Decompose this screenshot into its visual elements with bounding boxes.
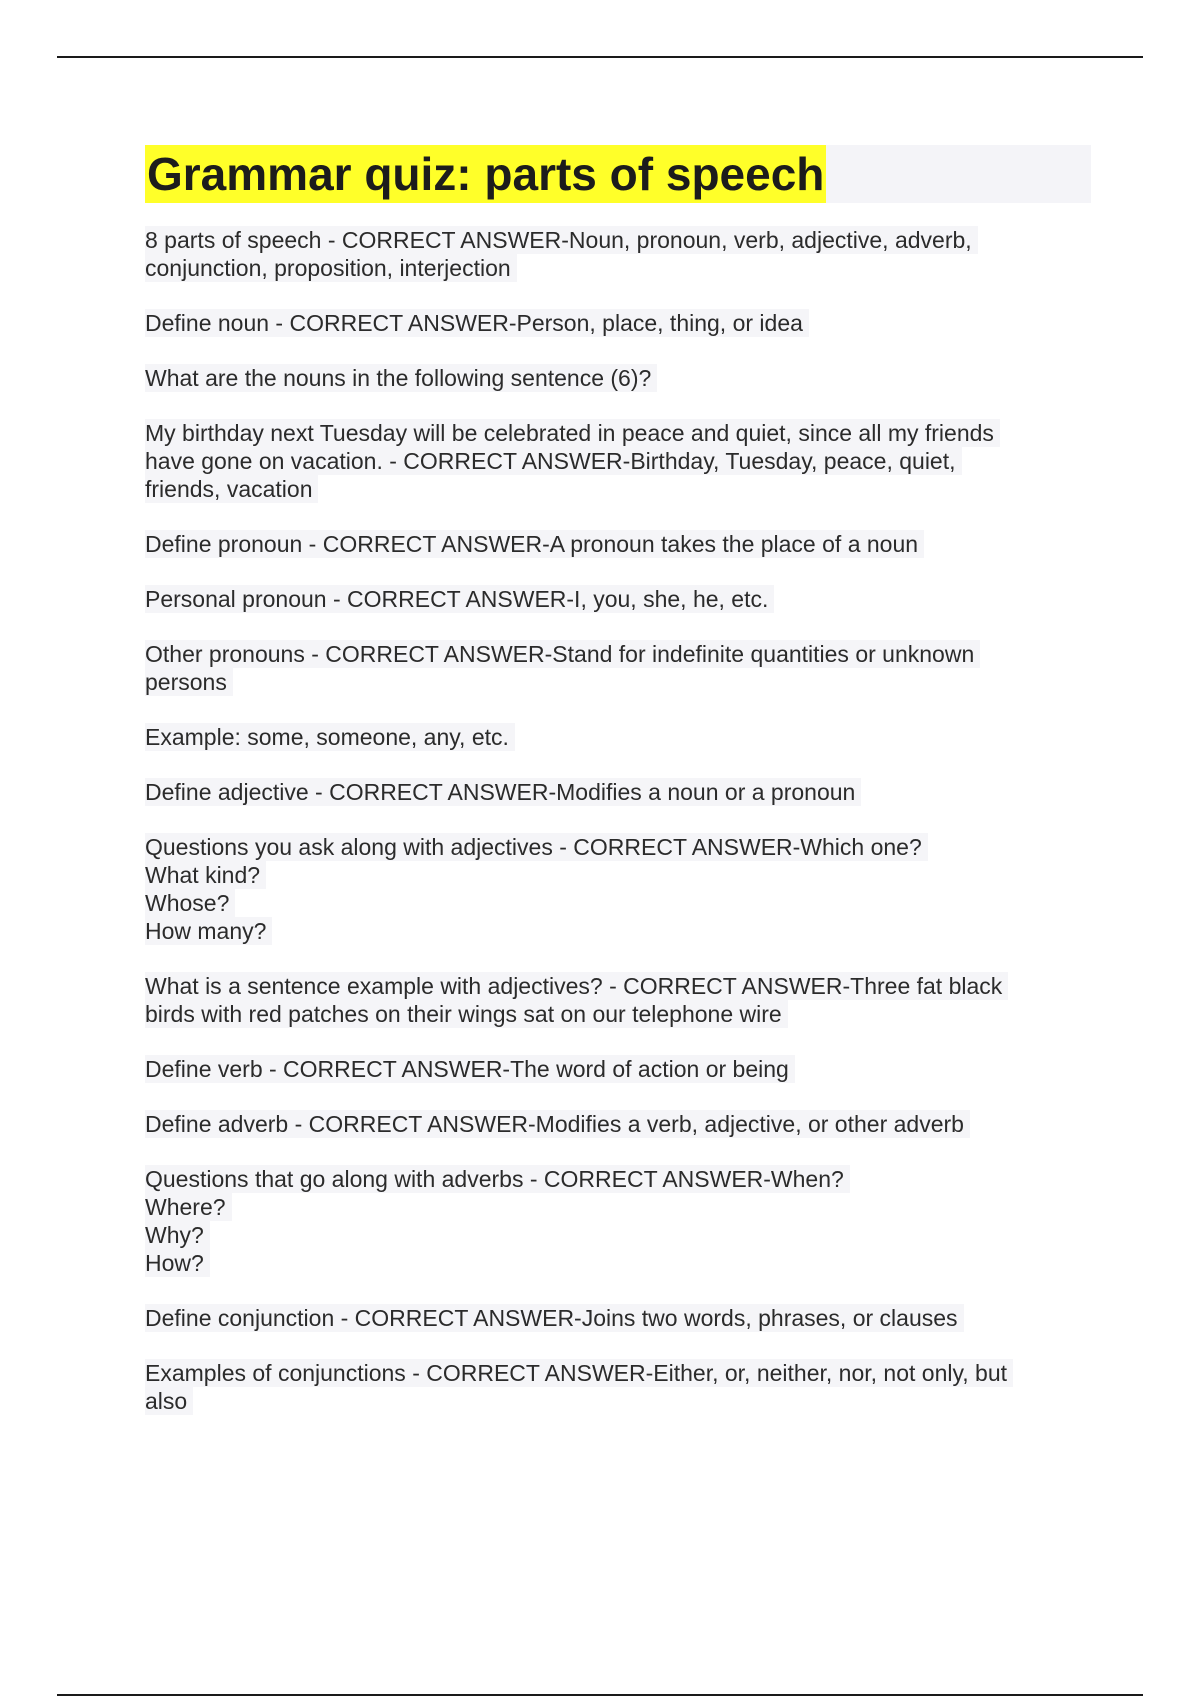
qa-entry xyxy=(145,419,1095,503)
qa-entry xyxy=(145,778,1095,806)
qa-entry xyxy=(145,972,1095,1028)
entry-line: Define verb - CORRECT ANSWER-The word of action or being xyxy=(145,1055,795,1083)
entry-line: Define pronoun - CORRECT ANSWER-A pronoun takes the place of a noun xyxy=(145,530,924,558)
entry-line: Example: some, someone, any, etc. xyxy=(145,723,515,751)
entry-line: persons xyxy=(145,668,233,696)
entry-line: Questions that go along with adverbs - CORRECT ANSWER-When? xyxy=(145,1165,850,1193)
entry-line: How many? xyxy=(145,917,272,945)
qa-entry xyxy=(145,585,1095,613)
qa-entry xyxy=(145,1165,1095,1277)
entry-line: What are the nouns in the following sentence (6)? xyxy=(145,364,657,392)
qa-entry xyxy=(145,309,1095,337)
qa-entry xyxy=(145,1359,1095,1415)
entry-line: Questions you ask along with adjectives - CORRECT ANSWER-Which one? xyxy=(145,833,928,861)
bottom-rule xyxy=(57,1694,1143,1696)
entry-line: Why? xyxy=(145,1221,210,1249)
qa-entry xyxy=(145,833,1095,945)
entry-line: Where? xyxy=(145,1193,232,1221)
qa-entry xyxy=(145,723,1095,751)
qa-entry xyxy=(145,1304,1095,1332)
entry-line: Examples of conjunctions - CORRECT ANSWER-Either, or, neither, nor, not only, but xyxy=(145,1359,1013,1387)
entry-line: Define conjunction - CORRECT ANSWER-Joins two words, phrases, or clauses xyxy=(145,1304,964,1332)
entry-line: What kind? xyxy=(145,861,266,889)
entry-line: also xyxy=(145,1387,193,1415)
qa-entry xyxy=(145,226,1095,282)
qa-list xyxy=(145,226,1095,1442)
entry-line: friends, vacation xyxy=(145,475,318,503)
entry-line: Whose? xyxy=(145,889,235,917)
entry-line: Other pronouns - CORRECT ANSWER-Stand for indefinite quantities or unknown xyxy=(145,640,980,668)
qa-entry xyxy=(145,1110,1095,1138)
entry-line: Define adjective - CORRECT ANSWER-Modifies a noun or a pronoun xyxy=(145,778,861,806)
entry-line: Define adverb - CORRECT ANSWER-Modifies a verb, adjective, or other adverb xyxy=(145,1110,970,1138)
qa-entry xyxy=(145,530,1095,558)
entry-line: have gone on vacation. - CORRECT ANSWER-Birthday, Tuesday, peace, quiet, xyxy=(145,447,962,475)
page-title: Grammar quiz: parts of speech xyxy=(145,145,826,203)
entry-line: conjunction, proposition, interjection xyxy=(145,254,517,282)
entry-line: Personal pronoun - CORRECT ANSWER-I, you, she, he, etc. xyxy=(145,585,774,613)
entry-line: What is a sentence example with adjectives? - CORRECT ANSWER-Three fat black xyxy=(145,972,1008,1000)
entry-line: birds with red patches on their wings sat on our telephone wire xyxy=(145,1000,788,1028)
entry-line: How? xyxy=(145,1249,210,1277)
entry-line: Define noun - CORRECT ANSWER-Person, place, thing, or idea xyxy=(145,309,809,337)
qa-entry xyxy=(145,1055,1095,1083)
top-rule xyxy=(57,56,1143,58)
qa-entry xyxy=(145,364,1095,392)
entry-line: 8 parts of speech - CORRECT ANSWER-Noun, pronoun, verb, adjective, adverb, xyxy=(145,226,978,254)
entry-line: My birthday next Tuesday will be celebrated in peace and quiet, since all my friends xyxy=(145,419,1000,447)
qa-entry xyxy=(145,640,1095,696)
